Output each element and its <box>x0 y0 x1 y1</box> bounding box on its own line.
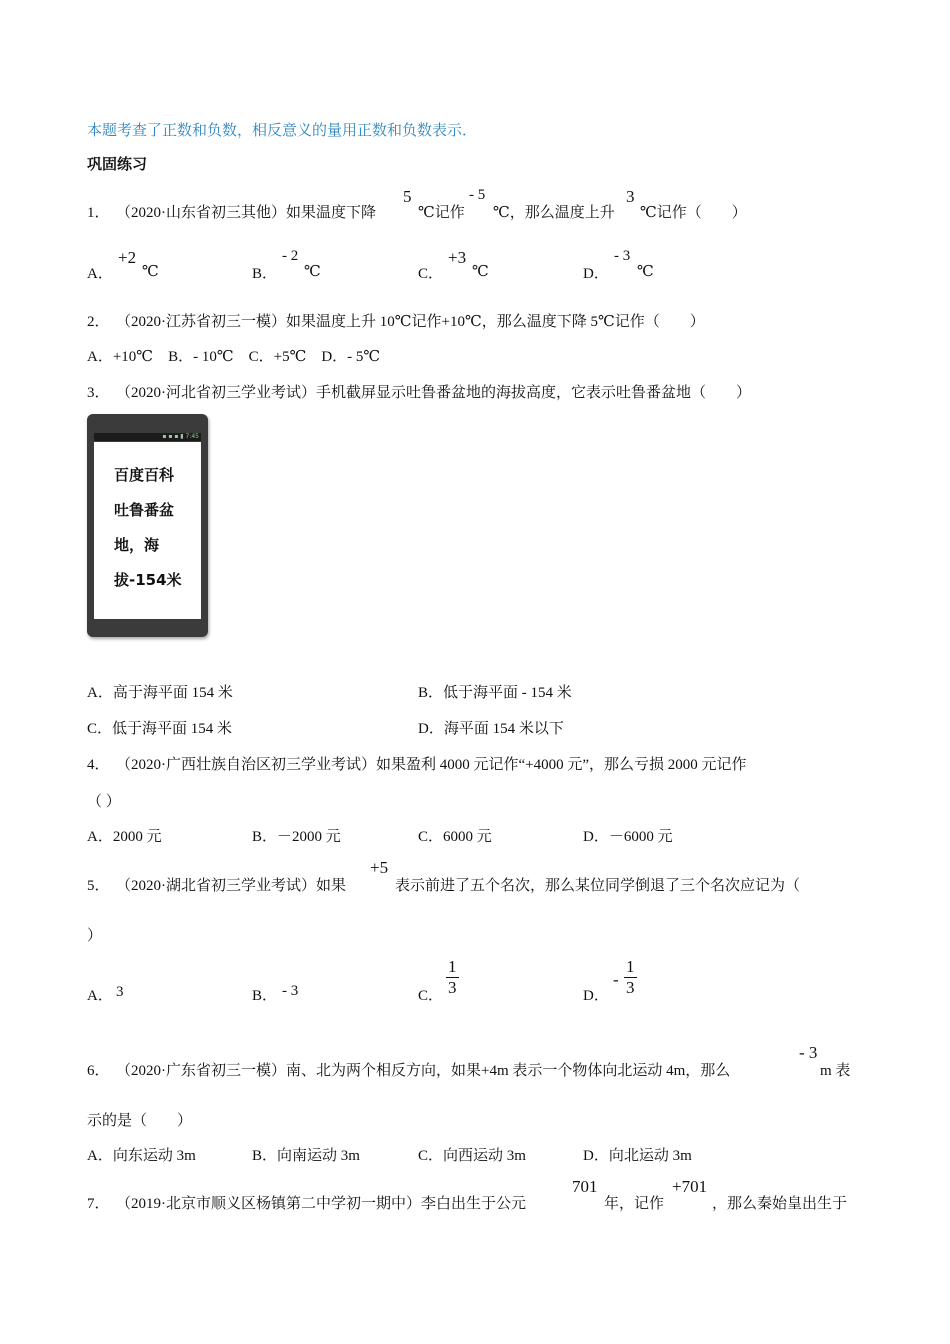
q6-stem-cont: 示的是（ ） <box>87 1113 193 1129</box>
phone-line-2: 吐鲁番盆 <box>114 501 175 519</box>
q2-options[interactable]: A．+10℃ B．- 10℃ C．+5℃ D．- 5℃ <box>87 349 381 365</box>
q1-option-d-value: - 3 <box>614 248 631 264</box>
q1-stem-mid-2: ℃，那么温度上升 <box>493 205 615 221</box>
q1-stem-mid-1: ℃记作 <box>418 205 465 221</box>
q5-option-d-denominator: 3 <box>626 977 635 997</box>
q5-stem-prefix: （2020·湖北省初三学业考试）如果 <box>116 878 346 894</box>
q1-option-a-value: +2 <box>118 248 137 267</box>
q1-option-a-unit: ℃ <box>142 264 159 280</box>
q6-option-a-text: 向东运动 3m <box>112 1148 196 1164</box>
q6-option-d-text: 向北运动 3m <box>608 1148 692 1164</box>
q4-option-d[interactable] <box>583 825 673 846</box>
q4-option-c[interactable] <box>418 825 492 846</box>
phone-status-bar <box>94 433 201 441</box>
q1-option-c-label: C． <box>418 266 444 282</box>
phone-line-3: 地，海 <box>114 536 160 554</box>
q5-option-c-fraction <box>446 957 459 997</box>
q6-option-b-label: B． <box>252 1148 278 1164</box>
q4-number: 4． <box>87 757 110 773</box>
q5-option-a-label: A． <box>87 988 113 1004</box>
q1-option-c-unit: ℃ <box>472 264 489 280</box>
q3-option-d[interactable] <box>418 717 564 738</box>
q5-option-d-sign: - <box>613 970 619 989</box>
q5-stem-suffix: 表示前进了五个名次，那么某位同学倒退了三个名次应记为（ <box>395 878 801 894</box>
solution-note: 本题考查了正数和负数，相反意义的量用正数和负数表示． <box>87 123 478 139</box>
q4-option-a-text: 2000 元 <box>112 829 162 845</box>
q6-option-c-text: 向西运动 3m <box>443 1148 526 1164</box>
q2-number: 2． <box>87 314 110 330</box>
q3-option-c-label: C． <box>87 721 113 737</box>
q3-option-c[interactable] <box>87 717 232 738</box>
q4-option-b-text: －2000 元 <box>277 829 341 845</box>
q7-number: 7． <box>87 1196 110 1212</box>
q5-stem-cont: ） <box>87 928 103 944</box>
q6-option-a[interactable] <box>87 1144 196 1165</box>
phone-status-icons: ▪ ▪ ▪ ▮ 7:45 <box>162 433 199 440</box>
q5-option-d-fraction <box>624 957 637 997</box>
q4-option-c-label: C． <box>418 829 444 845</box>
q5-option-d-label: D． <box>583 988 609 1004</box>
q1-value-2: - 5 <box>469 187 486 203</box>
q5-value: +5 <box>370 858 389 877</box>
q5-number: 5． <box>87 878 110 894</box>
q1-value-3: 3 <box>626 187 635 206</box>
q4-option-c-text: 6000 元 <box>443 829 492 845</box>
q3-option-c-text: 低于海平面 154 米 <box>112 721 233 737</box>
q1-option-b-label: B． <box>252 266 278 282</box>
q6-option-b-text: 向南运动 3m <box>277 1148 360 1164</box>
q1-value-1: 5 <box>403 187 412 206</box>
q6-option-a-label: A． <box>87 1148 113 1164</box>
q3-option-d-text: 海平面 154 米以下 <box>443 721 564 737</box>
q5-option-b-label: B． <box>252 988 278 1004</box>
q5-option-c-label: C． <box>418 988 444 1004</box>
q3-option-a-label: A． <box>87 685 113 701</box>
q6-value: - 3 <box>799 1043 818 1062</box>
q6-stem-suffix: m 表 <box>820 1063 851 1079</box>
q6-option-c[interactable] <box>418 1144 526 1165</box>
q3-option-b-label: B． <box>418 685 444 701</box>
phone-screen <box>94 442 201 619</box>
q4-option-d-text: －6000 元 <box>608 829 673 845</box>
q6-option-b[interactable] <box>252 1144 360 1165</box>
q5-option-b-value: - 3 <box>282 983 299 999</box>
q1-stem-suffix: ℃记作（ ） <box>640 205 747 221</box>
phone-line-4: 拔-154米 <box>114 571 182 589</box>
q1-option-d-unit: ℃ <box>637 264 654 280</box>
q4-option-b[interactable] <box>252 825 341 846</box>
q5-option-c-numerator: 1 <box>448 957 457 976</box>
q5-option-d-numerator: 1 <box>626 957 635 976</box>
phone-line-1: 百度百科 <box>114 466 175 484</box>
q4-option-a-label: A． <box>87 829 113 845</box>
q1-option-b-unit: ℃ <box>304 264 321 280</box>
q1-stem-prefix: （2020·山东省初三其他）如果温度下降 <box>116 205 376 221</box>
q3-option-a-text: 高于海平面 154 米 <box>112 685 233 701</box>
q7-value-1: 701 <box>572 1177 598 1196</box>
q1-option-d-label: D． <box>583 266 609 282</box>
q7-stem-prefix: （2019·北京市顺义区杨镇第二中学初一期中）李白出生于公元 <box>116 1196 526 1212</box>
q1-option-a-label: A． <box>87 266 113 282</box>
q7-stem-mid: 年，记作 <box>604 1196 665 1212</box>
q4-stem-cont: （ ） <box>87 794 121 810</box>
q4-option-d-label: D． <box>583 829 609 845</box>
section-title: 巩固练习 <box>87 157 148 173</box>
q3-number: 3． <box>87 385 110 401</box>
q3-option-d-label: D． <box>418 721 444 737</box>
q6-option-c-label: C． <box>418 1148 444 1164</box>
q6-option-d[interactable] <box>583 1144 692 1165</box>
q3-option-a[interactable] <box>87 681 233 702</box>
q3-option-b-text: 低于海平面 - 154 米 <box>443 685 572 701</box>
q4-stem: （2020·广西壮族自治区初三学业考试）如果盈利 4000 元记作“+4000 元”，那么亏损 2000 元记作 <box>116 757 747 773</box>
q1-option-b-value: - 2 <box>282 248 299 264</box>
q3-option-b[interactable] <box>418 681 572 702</box>
q7-stem-suffix: ，那么秦始皇出生于 <box>712 1196 848 1212</box>
q4-option-b-label: B． <box>252 829 278 845</box>
q6-stem-prefix: （2020·广东省初三一模）南、北为两个相反方向，如果+4m 表示一个物体向北运动 4m，那么 <box>116 1063 731 1079</box>
q7-value-2: +701 <box>672 1177 708 1196</box>
q4-option-a[interactable] <box>87 825 162 846</box>
q6-option-d-label: D． <box>583 1148 609 1164</box>
q3-stem: （2020·河北省初三学业考试）手机截屏显示吐鲁番盆地的海拔高度，它表示吐鲁番盆地（ ） <box>116 385 751 401</box>
q6-number: 6． <box>87 1063 110 1079</box>
q1-option-c-value: +3 <box>448 248 467 267</box>
q1-number: 1． <box>87 205 110 221</box>
q2-stem: （2020·江苏省初三一模）如果温度上升 10℃记作+10℃，那么温度下降 5℃记作（ ） <box>116 314 705 330</box>
q5-option-a-value: 3 <box>116 984 124 1000</box>
phone-screenshot-image <box>87 414 208 637</box>
q5-option-c-denominator: 3 <box>448 977 457 997</box>
